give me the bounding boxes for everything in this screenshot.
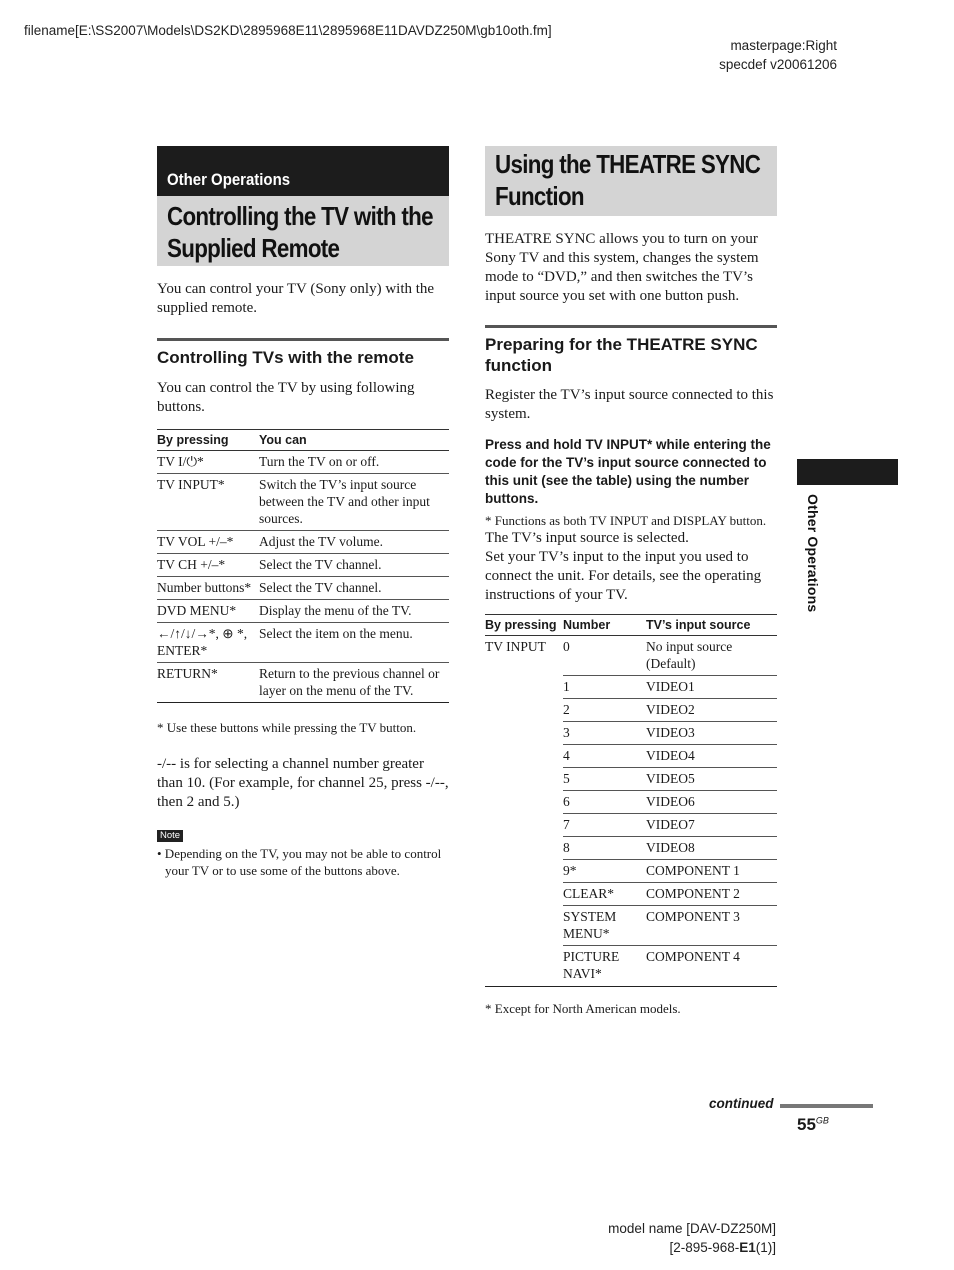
table-row <box>157 600 449 623</box>
result-text: The TV’s input source is selected. <box>485 530 689 546</box>
table-row <box>157 451 449 474</box>
number-cell: SYSTEM MENU* <box>563 906 646 946</box>
step-footnote: * Functions as both TV INPUT and DISPLAY button. <box>485 513 767 528</box>
action-cell: Select the item on the menu. <box>259 623 449 663</box>
source-cell: COMPONENT 2 <box>646 883 777 906</box>
press-cell: TV I/⏻* <box>157 451 259 474</box>
left-title-line2: Supplied Remote <box>167 233 340 263</box>
input-source-table <box>485 614 777 987</box>
section-label-bar <box>157 146 449 196</box>
footer-meta <box>608 1219 776 1257</box>
source-cell: COMPONENT 4 <box>646 946 777 987</box>
press-cell: Number buttons* <box>157 577 259 600</box>
right-title-line1: Using the THEATRE SYNC <box>495 149 761 179</box>
code-suffix: (1)] <box>755 1240 776 1255</box>
action-cell: Select the TV channel. <box>259 577 449 600</box>
source-cell: VIDEO7 <box>646 814 777 837</box>
number-cell: 9* <box>563 860 646 883</box>
number-cell: CLEAR* <box>563 883 646 906</box>
col-by-pressing: By pressing <box>485 615 563 636</box>
source-cell: VIDEO3 <box>646 722 777 745</box>
filename-header: filename[E:\SS2007\Models\DS2KD\2895968E11\2895968E11DAVDZ250M\gb10oth.fm] <box>24 23 552 38</box>
section-label: Other Operations <box>167 170 291 189</box>
source-cell: VIDEO2 <box>646 699 777 722</box>
action-cell: Return to the previous channel or layer on the menu of the TV. <box>259 663 449 703</box>
step-text: Press and hold TV INPUT* while entering the code for the TV’s input source connected to this unit (see the table) using the number buttons. <box>485 437 771 506</box>
instructions-text: Set your TV’s input to the input you used to connect the unit. For details, see the operating instructions of your TV. <box>485 549 762 603</box>
col-input-source: TV’s input source <box>646 615 777 636</box>
source-cell: COMPONENT 3 <box>646 906 777 946</box>
table-row <box>157 623 449 663</box>
table-row <box>157 474 449 531</box>
press-cell: TV INPUT <box>485 636 563 987</box>
table-row <box>485 636 777 676</box>
continued-label: continued <box>709 1096 774 1111</box>
code-bold: E1 <box>739 1240 756 1255</box>
code-prefix: [2-895-968- <box>669 1240 740 1255</box>
right-footnote: * Except for North American models. <box>485 1001 681 1016</box>
number-cell: 2 <box>563 699 646 722</box>
right-column <box>485 146 777 1017</box>
side-tab-marker <box>797 459 898 485</box>
press-cell: RETURN* <box>157 663 259 703</box>
press-cell: TV VOL +/–* <box>157 531 259 554</box>
left-footnote: * Use these buttons while pressing the TV button. <box>157 720 417 735</box>
action-cell: Switch the TV’s input source between the TV and other input sources. <box>259 474 449 531</box>
page-number <box>797 1115 829 1135</box>
model-code <box>608 1238 776 1257</box>
action-cell: Select the TV channel. <box>259 554 449 577</box>
right-intro: THEATRE SYNC allows you to turn on your Sony TV and this system, changes the system mode to “DVD,” and then switches the TV’s input source you set with one button push. <box>485 231 759 304</box>
number-cell: 0 <box>563 636 646 676</box>
source-cell: VIDEO8 <box>646 837 777 860</box>
number-cell: 6 <box>563 791 646 814</box>
table-row <box>157 554 449 577</box>
source-cell: VIDEO1 <box>646 676 777 699</box>
right-title-box <box>485 146 777 216</box>
page-number-value: 55 <box>797 1115 816 1134</box>
number-cell: PICTURE NAVI* <box>563 946 646 987</box>
note-badge: Note <box>157 830 183 842</box>
note-block <box>157 825 449 879</box>
press-cell: ←/↑/↓/→*, ⊕ *, ENTER* <box>157 623 259 663</box>
action-cell: Adjust the TV volume. <box>259 531 449 554</box>
number-cell: 1 <box>563 676 646 699</box>
channel-text: -/-- is for selecting a channel number greater than 10. (For example, for channel 25, press -/--, then 2 and 5.) <box>157 756 449 810</box>
number-cell: 8 <box>563 837 646 860</box>
col-number: Number <box>563 615 646 636</box>
press-cell: TV INPUT* <box>157 474 259 531</box>
col-you-can: You can <box>259 430 449 451</box>
left-subheading: Controlling TVs with the remote <box>157 338 449 368</box>
action-cell: Turn the TV on or off. <box>259 451 449 474</box>
number-cell: 3 <box>563 722 646 745</box>
model-name: model name [DAV-DZ250M] <box>608 1221 776 1236</box>
source-cell: COMPONENT 1 <box>646 860 777 883</box>
number-cell: 7 <box>563 814 646 837</box>
continued-bar <box>780 1104 873 1108</box>
table-row <box>157 531 449 554</box>
left-intro: You can control your TV (Sony only) with the supplied remote. <box>157 281 435 316</box>
source-cell: No input source (Default) <box>646 636 777 676</box>
press-cell: DVD MENU* <box>157 600 259 623</box>
left-title-box <box>157 196 449 266</box>
specdef-label: specdef v20061206 <box>719 57 837 72</box>
right-title-line2: Function <box>495 181 584 211</box>
action-cell: Display the menu of the TV. <box>259 600 449 623</box>
left-subintro: You can control the TV by using following buttons. <box>157 380 415 415</box>
source-cell: VIDEO4 <box>646 745 777 768</box>
page-number-suffix: GB <box>815 1115 829 1126</box>
table-row <box>157 663 449 703</box>
note-text: • Depending on the TV, you may not be able to control your TV or to use some of the buttons above. <box>157 846 442 878</box>
register-text: Register the TV’s input source connected to this system. <box>485 387 774 422</box>
masterpage-label: masterpage:Right <box>730 38 837 53</box>
tv-controls-table <box>157 429 449 703</box>
left-column <box>157 146 449 879</box>
number-cell: 4 <box>563 745 646 768</box>
left-title-line1: Controlling the TV with the <box>167 201 433 231</box>
press-cell: TV CH +/–* <box>157 554 259 577</box>
source-cell: VIDEO6 <box>646 791 777 814</box>
masterpage-header <box>719 36 837 74</box>
source-cell: VIDEO5 <box>646 768 777 791</box>
col-by-pressing: By pressing <box>157 430 259 451</box>
side-tab-label: Other Operations <box>805 494 821 613</box>
number-cell: 5 <box>563 768 646 791</box>
right-subheading: Preparing for the THEATRE SYNC function <box>485 325 777 376</box>
table-row <box>157 577 449 600</box>
